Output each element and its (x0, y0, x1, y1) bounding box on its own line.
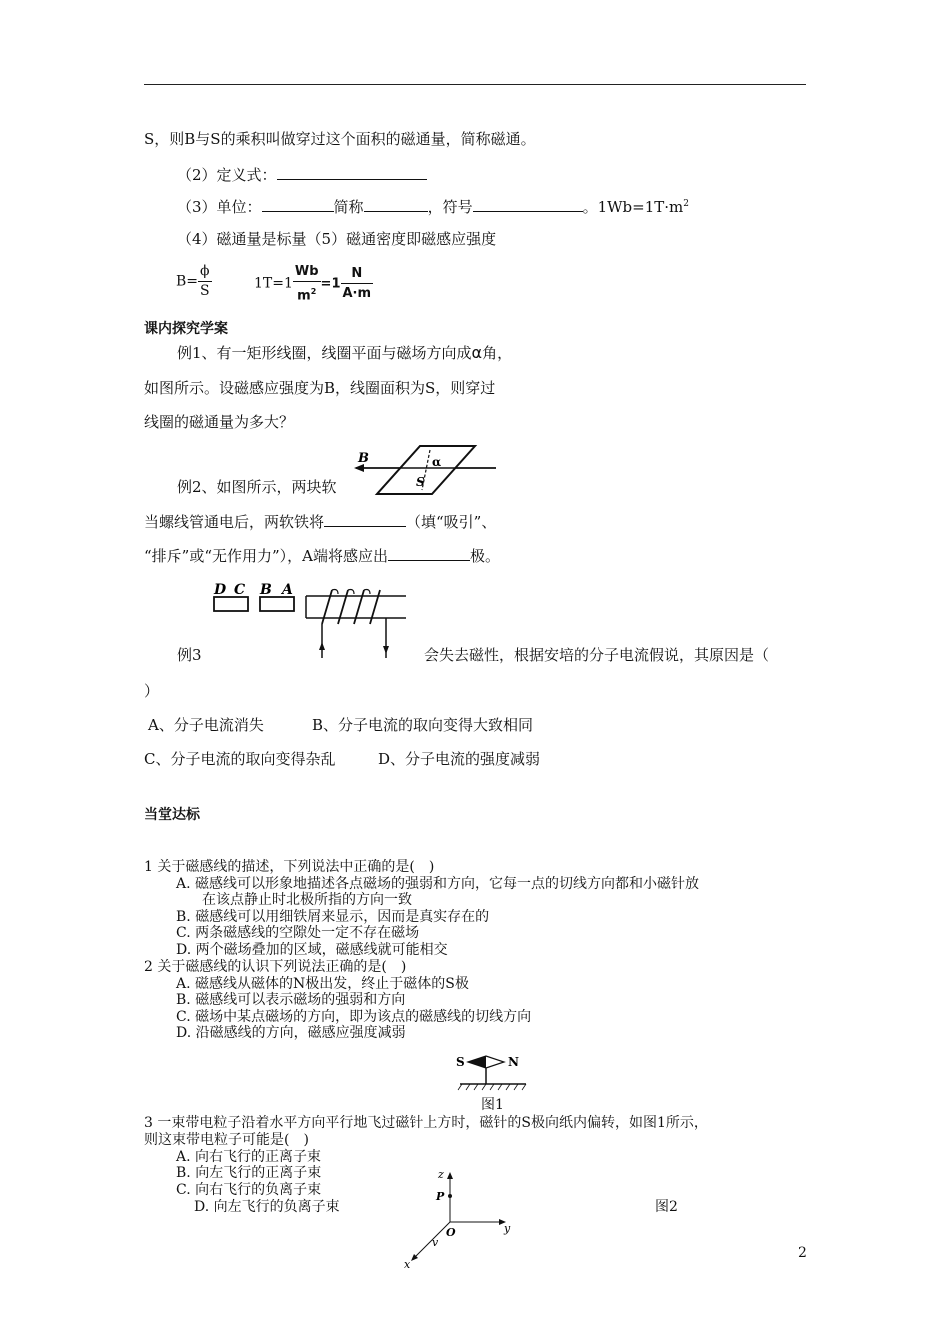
q2-option-a[interactable]: A. 磁感线从磁体的N极出发，终止于磁体的S极 (176, 976, 469, 992)
abbr-label: 简称 (333, 198, 364, 216)
solenoid-label-c: C (234, 582, 246, 598)
section-title-inquiry: 课内探究学案 (144, 321, 228, 337)
figure2-caption: 图2 (655, 1199, 678, 1215)
symbol-label: ，符号 (427, 198, 473, 216)
example1-end: 角， (482, 344, 513, 362)
q1-option-d[interactable]: D. 两个磁场叠加的区域，磁感线就可能相交 (176, 942, 448, 958)
coil-label-alpha: α (432, 455, 442, 469)
q1-option-a[interactable]: A. 磁感线可以形象地描述各点磁场的强弱和方向，它每一点的切线方向都和小磁针放 (176, 876, 700, 892)
coil-label-b: B (358, 451, 369, 466)
formula-wb: Wb (293, 262, 321, 282)
formula-am: A·m (342, 286, 372, 302)
example1-line1 (177, 342, 512, 363)
axis-label-z: z (438, 1168, 444, 1181)
formula-b-fraction (198, 262, 212, 301)
symbol-blank[interactable] (473, 197, 583, 212)
compass-label-n: N (508, 1055, 519, 1069)
example1-line3: 线圈的磁通量为多大？ (144, 413, 295, 431)
axis-label-x: x (404, 1258, 411, 1271)
formula-b-eq: B= (176, 273, 199, 290)
current-down-arrow-icon (383, 646, 389, 654)
z-arrow-icon (447, 1172, 453, 1179)
example1-line2: 如图所示。设磁感应强度为B，线圈面积为S，则穿过 (144, 379, 496, 397)
unit-line (177, 196, 689, 217)
solenoid-label-b: B (260, 582, 272, 598)
definition-line (177, 164, 427, 185)
solenoid-label-a: A (282, 582, 293, 598)
solenoid-label-d: D (214, 582, 227, 598)
formula-n: N (341, 264, 374, 284)
solenoid-figure (210, 578, 410, 660)
option-a[interactable]: A、分子电流消失 (148, 716, 264, 734)
q3-option-b[interactable]: B. 向左飞行的正离子束 (176, 1165, 322, 1181)
formula-m2: $m^2$ (297, 287, 317, 304)
scalar-line: （4）磁通量是标量（5）磁通密度即磁感应强度 (177, 230, 497, 248)
q2-option-c[interactable]: C. 磁场中某点磁场的方向，即为该点的磁感线的切线方向 (176, 1009, 532, 1025)
compass-figure (454, 1050, 534, 1092)
formula-s: S (200, 283, 210, 299)
unit-sup: 2 (683, 199, 689, 209)
figure1-caption: 图1 (481, 1097, 504, 1113)
q1-stem: 1 关于磁感线的描述，下列说法中正确的是( ) (144, 859, 435, 875)
q3-option-a[interactable]: A. 向右飞行的正离子束 (176, 1149, 322, 1165)
q1-option-a-cont: 在该点静止时北极所指的方向一致 (202, 892, 412, 908)
example2-line1: 例2、如图所示，两块软 (177, 478, 337, 496)
option-c[interactable]: C、分子电流的取向变得杂乱 (144, 750, 336, 768)
pole-blank[interactable] (388, 546, 470, 561)
axis-label-p: P (436, 1190, 445, 1203)
example3-label: 例3 (177, 646, 202, 664)
compass-label-s: S (456, 1055, 465, 1069)
q2-option-b[interactable]: B. 磁感线可以表示磁场的强弱和方向 (176, 992, 406, 1008)
abbr-blank[interactable] (364, 197, 428, 212)
q3-stem-cont: 则这束带电粒子可能是( ) (144, 1132, 309, 1148)
header-rule (144, 84, 806, 85)
example3-close: ） (144, 682, 160, 700)
axis-label-o: O (446, 1226, 456, 1239)
attract-blank[interactable] (324, 512, 406, 527)
coil-figure (350, 440, 502, 498)
unit-relation: 。1Wb=1T·m (582, 198, 684, 216)
example2-end: 极。 (470, 547, 501, 565)
q3-option-d[interactable]: D. 向左飞行的负离子束 (194, 1199, 340, 1215)
definition-label: （2）定义式： (177, 166, 277, 184)
example2-text2: “排斥”或“无作用力”），A端将感应出 (144, 547, 389, 565)
axis-label-v: v (432, 1236, 439, 1249)
unit-label: （3）单位： (177, 198, 262, 216)
intro-line: S，则B与S的乘积叫做穿过这个面积的磁通量，简称磁通。 (144, 130, 536, 148)
q3-option-c[interactable]: C. 向右飞行的负离子束 (176, 1182, 322, 1198)
page-number: 2 (798, 1245, 807, 1261)
section-title-practice: 当堂达标 (144, 807, 200, 823)
axis-label-y: y (504, 1222, 511, 1235)
q2-stem: 2 关于磁感线的认识下列说法正确的是( ) (144, 959, 407, 975)
option-b[interactable]: B、分子电流的取向变得大致相同 (312, 716, 534, 734)
point-p (448, 1194, 452, 1198)
formula-eq1: =1 (320, 276, 341, 292)
unit-blank[interactable] (262, 197, 334, 212)
example2-hint: （填“吸引”、 (406, 513, 497, 531)
q3-stem: 3 一束带电粒子沿着水平方向平行地飞过磁针上方时，磁针的S极向纸内偏转，如图1所示， (144, 1115, 708, 1131)
q1-option-c[interactable]: C. 两条磁感线的空隙处一定不存在磁场 (176, 925, 420, 941)
alpha-symbol: α (471, 343, 483, 362)
example2-line3 (144, 545, 500, 566)
formula-wb-fraction (293, 262, 321, 305)
example1-text: 例1、有一矩形线圈，线圈平面与磁场方向成 (177, 344, 472, 362)
axes-figure (398, 1166, 528, 1274)
formula-phi: ϕ (198, 262, 212, 282)
formula-n-fraction (341, 264, 374, 303)
formula-b (176, 262, 212, 301)
solenoid-coils (322, 590, 380, 624)
formula-t-eq: 1T=1 (254, 275, 293, 292)
option-d[interactable]: D、分子电流的强度减弱 (378, 750, 541, 768)
current-up-arrow-icon (319, 642, 325, 650)
soft-iron-dc (214, 597, 248, 611)
definition-blank[interactable] (277, 165, 427, 180)
q1-option-b[interactable]: B. 磁感线可以用细铁屑来显示，因而是真实存在的 (176, 909, 490, 925)
q2-option-d[interactable]: D. 沿磁感线的方向，磁感应强度减弱 (176, 1025, 406, 1041)
example3-text: 会失去磁性，根据安培的分子电流假说，其原因是（ (424, 646, 770, 664)
coil-label-s: S (416, 475, 425, 489)
example2-line2 (144, 511, 496, 532)
example2-text: 当螺线管通电后，两软铁将 (144, 513, 325, 531)
formula-t (254, 262, 373, 305)
soft-iron-ba (260, 597, 294, 611)
